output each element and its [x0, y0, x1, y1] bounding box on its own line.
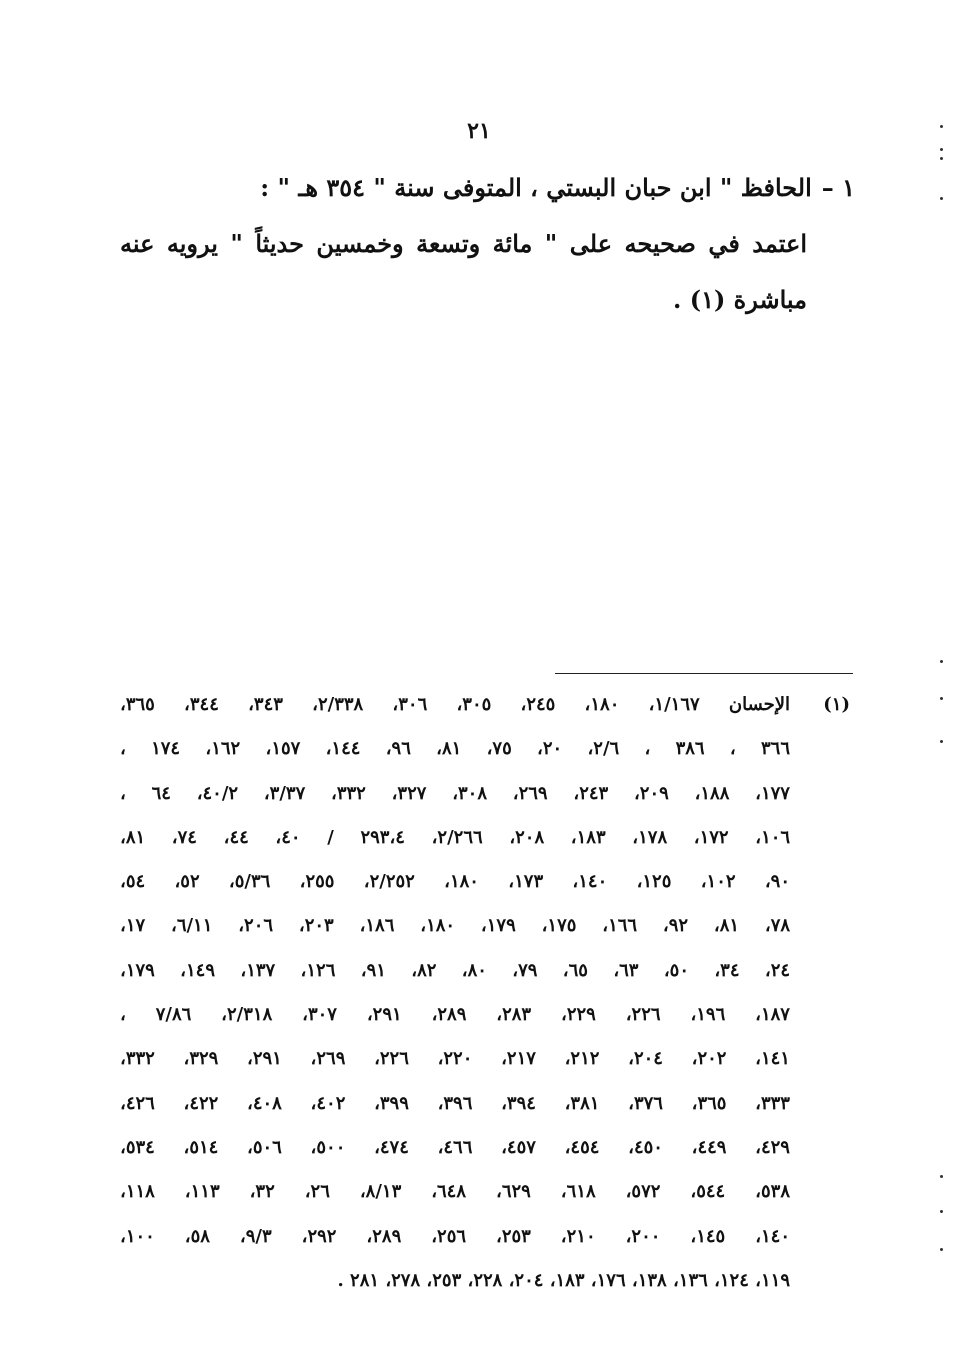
- footnote-line: ١٠٦، ١٧٢، ١٧٨، ١٨٣، ٢٠٨، ٢/٢٦٦، ٢٩٣،٤ / ٤٠، ٤٤، ٧٤، ٨١،: [120, 826, 791, 848]
- footnote-marker: (١): [823, 694, 850, 715]
- footnote: [120, 683, 855, 1303]
- footnote-line: ١٧٧، ١٨٨، ٢٠٩، ٢٤٣، ٢٦٩، ٣٠٨، ٣٢٧، ٣٣٢، ٣/٣٧، ٤٠/٢، ٦٤ ،: [120, 782, 790, 804]
- footnote-line: ٤٢٩، ٤٤٩، ٤٥٠، ٤٥٤، ٤٥٧، ٤٦٦، ٤٧٤، ٥٠٠، ٥٠٦، ٥١٤، ٥٣٤،: [120, 1136, 790, 1158]
- page-number: ٢١: [467, 118, 491, 144]
- footnote-separator: [555, 673, 853, 674]
- footnote-line: الإحسان ١/١٦٧، ١٨٠، ٢٤٥، ٣٠٥، ٣٠٦، ٢/٣٣٨، ٣٤٣، ٣٤٤، ٣٦٥،: [120, 694, 791, 715]
- scan-speck: [940, 740, 943, 743]
- footnote-line: ٩٠، ١٠٢، ١٢٥، ١٤٠، ١٧٣، ١٨٠، ٢/٢٥٢، ٢٥٥، ٥/٣٦، ٥٢، ٥٤،: [120, 871, 791, 893]
- entry-line: اعتمد في صحيحه على " مائة وتسعة وخمسين حديثاً " يرويه عنه: [120, 229, 807, 258]
- entry-number: ١ –: [821, 173, 855, 202]
- footnote-line: ١٤٠، ١٤٥، ٢٠٠، ٢١٠، ٢٥٣، ٢٥٦، ٢٨٩، ٢٩٢، ٩/٣، ٥٨، ١٠٠،: [120, 1225, 791, 1247]
- entry-line: مباشرة (١) .: [672, 285, 807, 314]
- scan-speck: [940, 157, 943, 160]
- scan-speck: [940, 1210, 943, 1213]
- scan-speck: [940, 125, 943, 128]
- footnote-line: ٧٨، ٨١، ٩٢، ١٦٦، ١٧٥، ١٧٩، ١٨٠، ١٨٦، ٢٠٣، ٢٠٦، ٦/١١، ١٧،: [120, 915, 791, 937]
- scan-speck: [940, 1248, 943, 1251]
- footnote-line: ٥٣٨، ٥٤٤، ٥٧٢، ٦١٨، ٦٢٩، ٦٤٨، ٨/١٣، ٢٦، ٣٢، ١١٣، ١١٨،: [120, 1181, 791, 1203]
- footnote-line: ٣٦٦ ، ٣٨٦ ، ٢/٦، ٢٠، ٧٥، ٨١، ٩٦، ١٤٤، ١٥٧، ١٦٢، ١٧٤ ،: [120, 738, 791, 760]
- scan-speck: [940, 660, 943, 663]
- entry-heading-line: [120, 166, 855, 216]
- scan-speck: [940, 1175, 943, 1178]
- footnote-line: ٢٤، ٣٤، ٥٠، ٦٣، ٦٥، ٧٩، ٨٠، ٨٢، ٩١، ١٢٦، ١٣٧، ١٤٩، ١٧٩،: [120, 959, 791, 981]
- footnote-line: ١١٩، ١٢٤، ١٣٦، ١٣٨، ١٧٦، ١٨٣، ٢٠٤، ٢٢٨، ٢٥٣، ٢٧٨، ٢٨١ .: [337, 1269, 790, 1291]
- scan-speck: [940, 148, 943, 151]
- footnote-line: ١٨٧، ١٩٦، ٢٢٦، ٢٢٩، ٢٨٣، ٢٨٩، ٢٩١، ٣٠٧، ٢/٣١٨، ٧/٨٦ ،: [120, 1004, 790, 1026]
- entry-heading: الحافظ " ابن حبان البستي ، المتوفى سنة " ٣٥٤ هـ " :: [260, 173, 812, 202]
- entry-block: [120, 166, 855, 328]
- scan-speck: [940, 697, 943, 700]
- footnote-line: ١٤١، ٢٠٢، ٢٠٤، ٢١٢، ٢١٧، ٢٢٠، ٢٢٦، ٢٦٩، ٢٩١، ٣٢٩، ٣٣٢،: [120, 1048, 790, 1070]
- scan-speck: [940, 197, 943, 200]
- footnote-line: ٣٣٣، ٣٦٥، ٣٧٦، ٣٨١، ٣٩٤، ٣٩٦، ٣٩٩، ٤٠٢، ٤٠٨، ٤٢٢، ٤٢٦،: [120, 1092, 790, 1114]
